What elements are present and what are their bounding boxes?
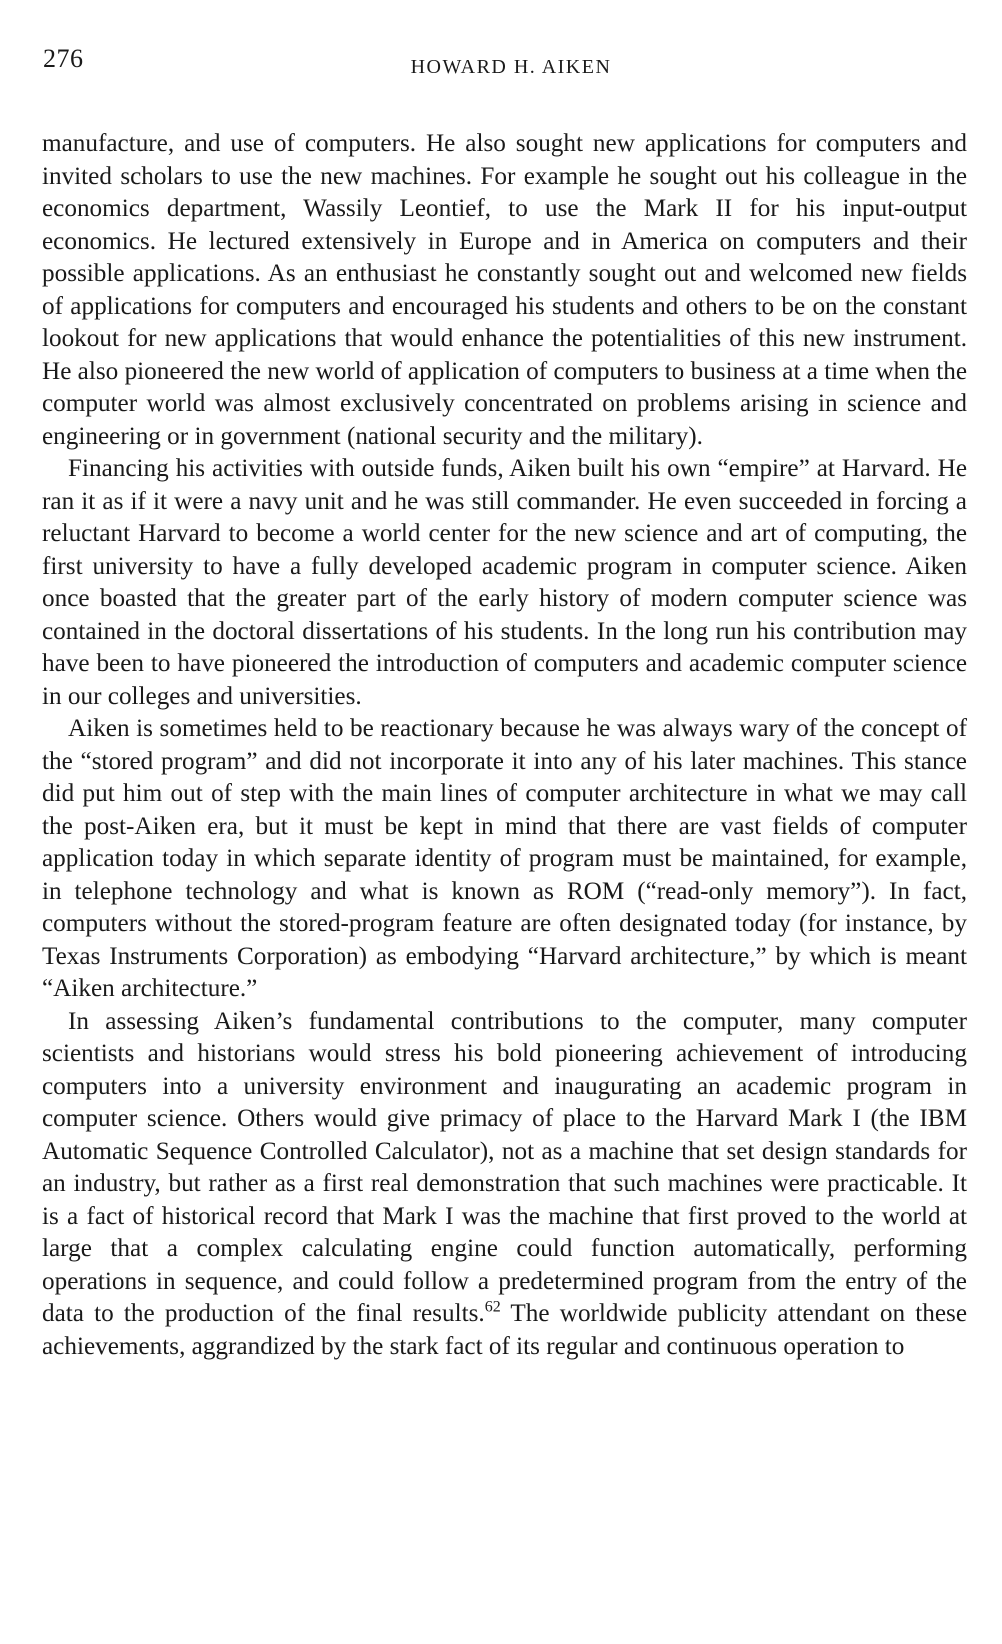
paragraph-4-text: In assessing Aiken’s fundamental contributions to the computer, many computer scientists and historians would stress his bold pioneering achievement of introducing computers into a university environment and inaugurating an academic program in computer science. Others would give primacy of place to the Harvard Mark I (the IBM Automatic Sequence Controlled Calculator), not as a machine that set design standards for an industry, but rather as a first real demonstration that such machines were practicable. It is a fact of historical record that Mark I was the machine that first proved to the world at large that a complex calculating engine could function automatically, performing operations in sequence, and could follow a predetermined program from the entry of the data to the production of the final results. [42,1007,967,1327]
paragraph-4 [42,1006,967,1364]
footnote-ref-62: 62 [484,1298,501,1316]
body-text [42,128,967,1363]
page-number: 276 [43,44,84,73]
paragraph-3: Aiken is sometimes held to be reactionary because he was always wary of the concept of the “stored program” and did not incorporate it into any of his later machines. This stance did put him out of step with the main lines of computer architecture in what we may call the post-Aiken era, but it must be kept in mind that there are vast fields of computer application today in which separate identity of program must be maintained, for example, in telephone technology and what is known as ROM (“read-only memory”). In fact, computers without the stored-program feature are often designated today (for instance, by Texas Instruments Corporation) as embodying “Harvard architecture,” by which is meant “Aiken architecture.” [42,715,967,1002]
paragraph-4-text-continued: The worldwide publicity attendant on these achievements, aggrandized by the stark fact of its regular and continuous operation to [42,1300,968,1360]
paragraph-2: Financing his activities with outside funds, Aiken built his own “empire” at Harvard. He ran it as if it were a navy unit and he was still commander. He even succeeded in forcing a reluctant Harvard to become a world center for the new science and art of computing, the first university to have a fully developed academic program in computer science. Aiken once boasted that the greater part of the early history of modern computer science was contained in the doctoral dissertations of his students. In the long run his contribution may have been to have pioneered the introduction of computers and academic computer science in our colleges and universities. [42,455,967,710]
paragraph-1: manufacture, and use of computers. He also sought new applications for computers and invited scholars to use the new machines. For example he sought out his colleague in the economics department, Wassily Leontief, to use the Mark II for his input-output economics. He lectured extensively in Europe and in America on computers and their possible applications. As an enthusiast he constantly sought out and welcomed new fields of applications for computers and encouraged his students and others to be on the constant lookout for new applications that would enhance the potentialities of this new instrument. He also pioneered the new world of application of computers to business at a time when the computer world was almost exclusively concentrated on problems arising in science and engineering or in government (national security and the military). [42,130,967,450]
running-head: HOWARD H. AIKEN [410,56,612,78]
